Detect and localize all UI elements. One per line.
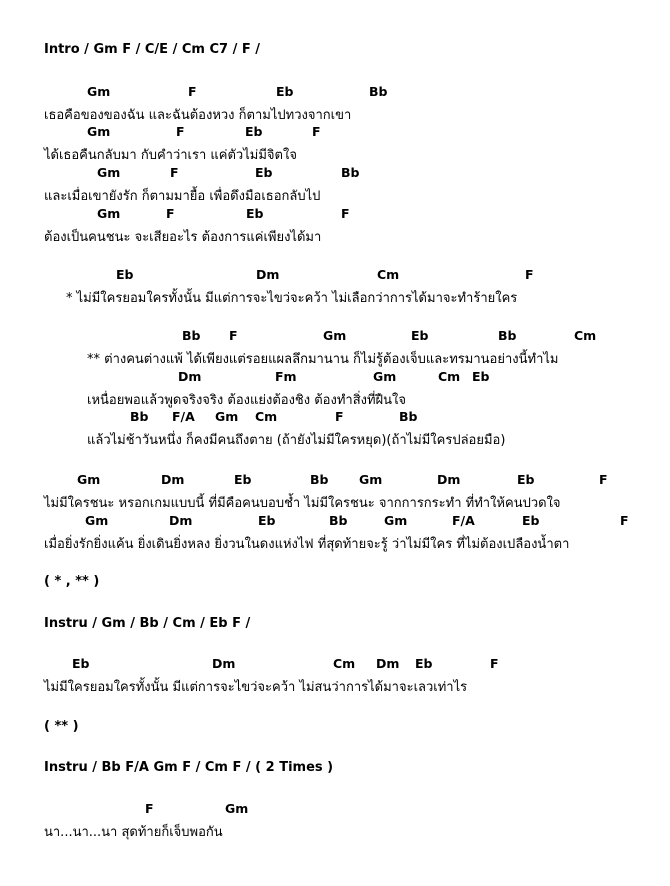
lyric-line [0,348,670,366]
chord: Gm [215,409,239,424]
chord: Bb [341,165,360,180]
section-header [0,760,670,778]
chord: Gm [97,165,121,180]
chord: Gm [323,328,347,343]
lyric-text: ได้เธอคืนกลับมา กับคำว่าเรา แค่ตัวไม่มีจิตใจ [44,148,297,163]
lyric-line [0,226,670,244]
lyric-text: ** ต่างคนต่างแพ้ ได้เพียงแต่รอยแผลลึกมานาน ก็ไม่รู้ต้องเจ็บและทรมานอย่างนี้ทำไม [87,352,559,367]
chord-line [0,801,670,819]
chord-line [0,656,670,674]
chord: Dm [437,472,461,487]
chord-line [0,165,670,183]
chord: Cm [255,409,278,424]
chord-line [0,124,670,142]
chord: Eb [522,513,540,528]
chord: Gm [77,472,101,487]
section-header-text: ( ** ) [44,719,79,734]
chord: Gm [97,206,121,221]
lyric-text: ต้องเป็นคนชนะ จะเสียอะไร ต้องการแค่เพียงได้มา [44,230,322,245]
lyric-line [0,144,670,162]
chord: Cm [438,369,461,384]
chord: Fm [275,369,297,384]
chord: Eb [411,328,429,343]
lyric-text: ไม่มีใครยอมใครทั้งนั้น มีแต่การจะไขว่จะคว้า ไม่สนว่าการได้มาจะเลวเท่าไร [44,680,468,695]
lyric-text: * ไม่มีใครยอมใครทั้งนั้น มีแต่การจะไขว่จะคว้า ไม่เลือกว่าการได้มาจะทำร้ายใคร [66,291,518,306]
chord: Cm [333,656,356,671]
chord: F [599,472,608,487]
section-header [0,574,670,592]
chord: Eb [255,165,273,180]
chord-line [0,206,670,224]
chord: F [525,267,534,282]
chord: Eb [246,206,264,221]
chord-line [0,328,670,346]
section-header [0,616,670,634]
chord: F [229,328,238,343]
chord: Gm [384,513,408,528]
chord: Eb [472,369,490,384]
chord: Dm [376,656,400,671]
chord: Gm [373,369,397,384]
chord: Bb [329,513,348,528]
chord: Eb [517,472,535,487]
chord: F [312,124,321,139]
chord: Eb [72,656,90,671]
section-header-text: Intro / Gm F / C/E / Cm C7 / F / [44,42,260,57]
lyric-text: เหนื่อยพอแล้วพูดจริงจริง ต้องแย่งต้องชิง ต้องทำสิ่งที่ฝืนใจ [87,393,407,408]
chord: F [335,409,344,424]
lyric-text: เมื่อยิ่งรักยิ่งแค้น ยิ่งเดินยิ่งหลง ยิ่งวนในดงแห่งไฟ ที่สุดท้ายจะรู้ ว่าไม่มีใคร ที่ไม่ต้องเปลืองน้ำตา [44,537,570,552]
chord: Dm [212,656,236,671]
chord-line [0,369,670,387]
lyric-text: นา...นา...นา สุดท้ายก็เจ็บพอกัน [44,825,223,840]
section-header-text: ( * , ** ) [44,574,100,589]
chord-line [0,84,670,102]
lyric-text: เธอคือของของฉัน และฉันต้องหวง ก็ตามไปทวงจากเขา [44,108,352,123]
lyric-line [0,185,670,203]
chord: Gm [87,84,111,99]
lyric-text: แล้วไม่ช้าวันหนึ่ง ก็คงมีคนถึงตาย (ถ้ายังไม่มีใครหยุด)(ถ้าไม่มีใครปล่อยมือ) [87,433,506,448]
chord: Eb [245,124,263,139]
lyric-line [0,492,670,510]
chord: F [166,206,175,221]
chord-line [0,267,670,285]
section-header-text: Instru / Gm / Bb / Cm / Eb F / [44,616,251,631]
chord: F [188,84,197,99]
chord: Gm [359,472,383,487]
chord: Eb [116,267,134,282]
chord: F [490,656,499,671]
chord: F/A [172,409,195,424]
lyric-line [0,104,670,122]
chord-line [0,513,670,531]
lyric-text: และเมื่อเขายังรัก ก็ตามมายื้อ เพื่อดึงมือเธอกลับไป [44,189,321,204]
chord: Gm [85,513,109,528]
chord: Bb [369,84,388,99]
chord: F/A [452,513,475,528]
chord: Bb [399,409,418,424]
chord: Gm [87,124,111,139]
lyric-line [0,533,670,551]
lyric-line [0,287,670,305]
chord: Eb [234,472,252,487]
chord: Bb [498,328,517,343]
section-header [0,719,670,737]
chord: Cm [377,267,400,282]
section-header-text: Instru / Bb F/A Gm F / Cm F / ( 2 Times ) [44,760,334,775]
chord: Dm [256,267,280,282]
lyric-line [0,821,670,839]
chord: Eb [276,84,294,99]
chord: Bb [310,472,329,487]
chord: F [341,206,350,221]
chord: F [145,801,154,816]
lyric-line [0,676,670,694]
chord: F [620,513,629,528]
chord: Dm [178,369,202,384]
section-header [0,42,670,60]
chord: Bb [182,328,201,343]
chord: Bb [130,409,149,424]
chord: Dm [161,472,185,487]
chord: Cm [574,328,597,343]
chord-line [0,472,670,490]
chord: Eb [258,513,276,528]
chord: Dm [169,513,193,528]
chord: Eb [415,656,433,671]
lyric-text: ไม่มีใครชนะ หรอกเกมแบบนี้ ที่มีคือคนบอบช้ำ ไม่มีใครชนะ จากการกระทำ ที่ทำให้คนปวดใจ [44,496,561,511]
chord: F [176,124,185,139]
chord: F [170,165,179,180]
lyric-line [0,429,670,447]
chord: Gm [225,801,249,816]
chord-line [0,409,670,427]
lyric-line [0,389,670,407]
